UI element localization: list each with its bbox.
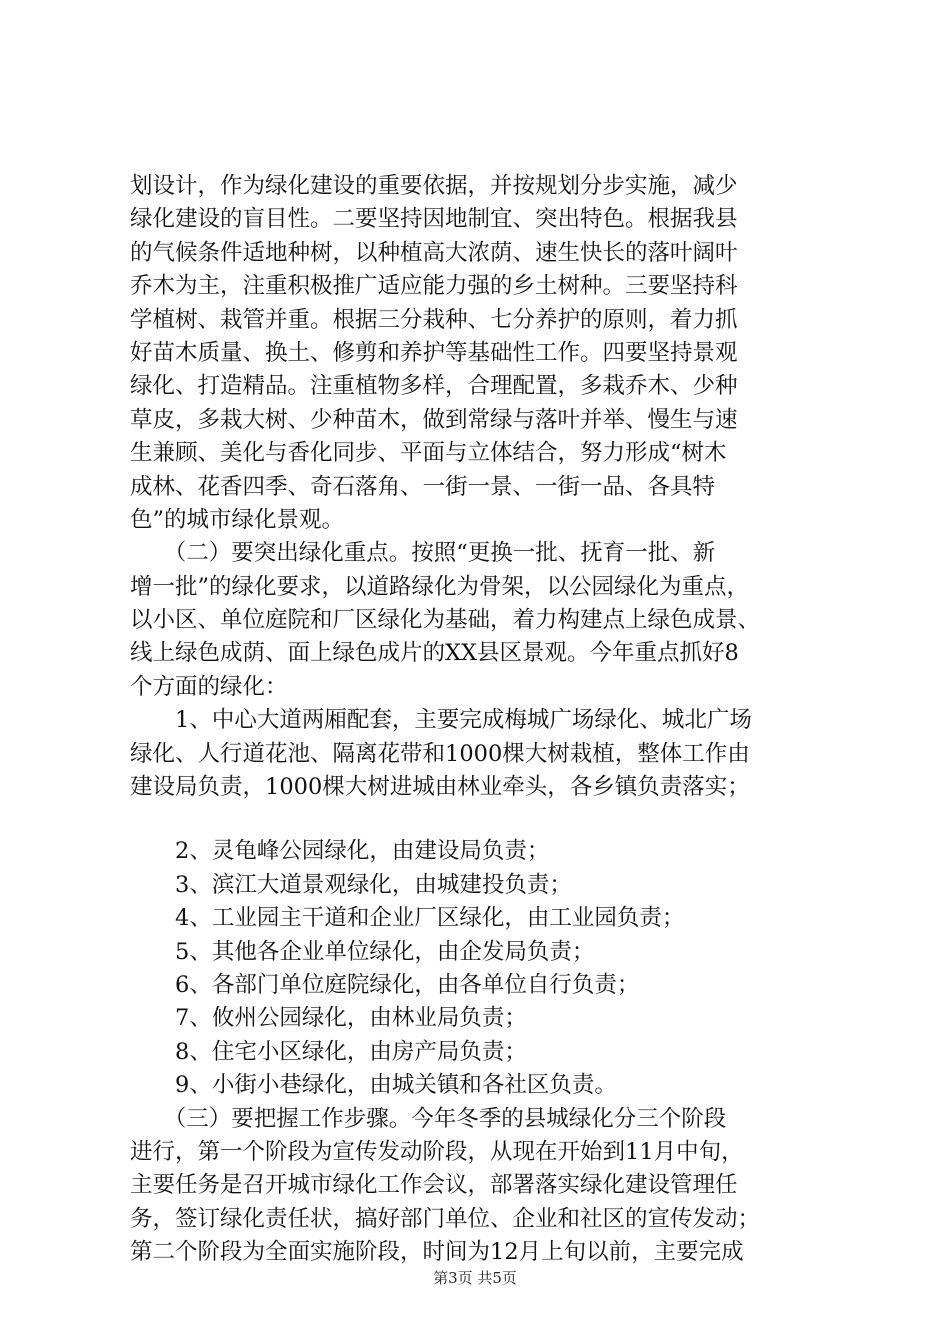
body-line: 第二个阶段为全面实施阶段，时间为12月上旬以前，主要完成 <box>130 1239 744 1266</box>
body-line: 划设计，作为绿化建设的重要依据，并按规划分步实施，减少 <box>130 173 738 199</box>
body-line: 绿化、打造精品。注重植物多样，合理配置，多栽乔木、少种 <box>130 373 738 400</box>
body-line: 学植树、栽管并重。根据三分栽种、七分养护的原则，着力抓 <box>130 306 738 333</box>
body-line: 建设局负责，1000棵大树进城由林业牵头，各乡镇负责落实； <box>130 774 750 801</box>
body-line: （二）要突出绿化重点。按照“更换一批、抚育一批、新 <box>130 540 716 567</box>
body-line: 的气候条件适地种树，以种植高大浓荫、速生快长的落叶阔叶 <box>130 239 738 266</box>
list-item: 3、滨江大道景观绿化，由城建投负责； <box>130 871 572 898</box>
body-line: 色”的城市绿化景观。 <box>130 506 345 533</box>
list-item: 2、灵龟峰公园绿化，由建设局负责； <box>130 838 550 865</box>
paragraph-gap <box>130 804 835 835</box>
body-line: 绿化、人行道花池、隔离花带和1000棵大树栽植，整体工作由 <box>130 740 750 767</box>
body-line: 好苗木质量、换土、修剪和养护等基础性工作。四要坚持景观 <box>130 339 738 366</box>
body-line: 进行，第一个阶段为宣传发动阶段，从现在开始到11月中旬， <box>130 1138 744 1165</box>
list-item: 8、住宅小区绿化，由房产局负责； <box>130 1038 527 1065</box>
body-line: 增一批”的绿化要求，以道路绿化为骨架，以公园绿化为重点， <box>130 573 750 600</box>
body-line: 主要任务是召开城市绿化工作会议，部署落实绿化建设管理任 <box>130 1172 738 1199</box>
list-item: 7、攸州公园绿化，由林业局负责； <box>130 1005 527 1032</box>
body-line: 以小区、单位庭院和厂区绿化为基础，着力构建点上绿色成景、 <box>130 607 761 634</box>
body-line: 绿化建设的盲目性。二要坚持因地制宜、突出特色。根据我县 <box>130 206 738 233</box>
body-line: 成林、花香四季、奇石落角、一街一景、一街一品、各具特 <box>130 473 716 500</box>
list-item: 9、小街小巷绿化，由城关镇和各社区负责。 <box>130 1072 617 1099</box>
document-body <box>130 170 835 1270</box>
list-item: 4、工业园主干道和企业厂区绿化，由工业园负责； <box>130 905 685 932</box>
body-line: 乔木为主，注重积极推广适应能力强的乡土树种。三要坚持科 <box>130 273 738 300</box>
body-line: 个方面的绿化： <box>130 673 288 700</box>
list-item: 5、其他各企业单位绿化，由企发局负责； <box>130 938 595 965</box>
list-item: 6、各部门单位庭院绿化，由各单位自行负责； <box>130 971 640 998</box>
body-line: （三）要把握工作步骤。今年冬季的县城绿化分三个阶段 <box>130 1105 727 1132</box>
body-line: 务，签订绿化责任状，搞好部门单位、企业和社区的宣传发动； <box>130 1205 761 1232</box>
body-line: 1、中心大道两厢配套，主要完成梅城广场绿化、城北广场 <box>130 707 752 734</box>
body-line: 线上绿色成荫、面上绿色成片的XX县区景观。今年重点抓好8 <box>130 640 739 667</box>
body-line: 草皮，多栽大树、少种苗木，做到常绿与落叶并举、慢生与速 <box>130 406 738 433</box>
page-number-footer: 第3页 共5页 <box>433 1269 517 1287</box>
body-line: 生兼顾、美化与香化同步、平面与立体结合，努力形成“树木 <box>130 440 727 467</box>
